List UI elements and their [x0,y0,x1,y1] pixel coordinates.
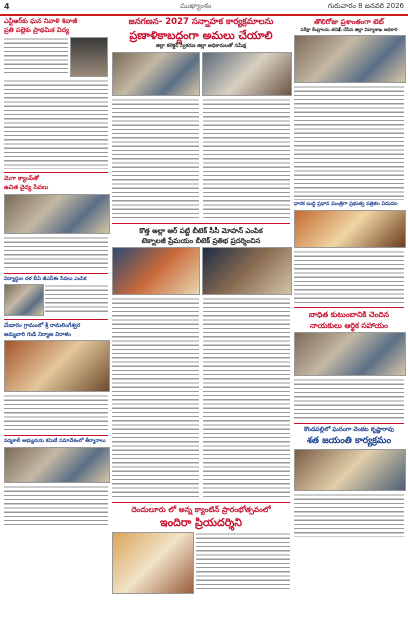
article-text [203,98,290,218]
census-meeting-photo [112,52,200,96]
left-column [4,16,108,527]
article-text [112,297,199,497]
committee-photo [4,447,110,483]
portrait-photo [70,37,108,77]
article-text [203,297,290,497]
headline: దెందులూరు లో అన్న క్యాంటిన్ ప్రారంభోత్సవంలో [131,505,271,515]
article-text [294,85,404,197]
headline: శత జయంతి కార్యక్రమం [306,436,392,447]
temple-donation-photo [4,340,110,392]
center-column [112,16,290,594]
student-photo [4,284,44,316]
article-text [4,236,108,270]
medical-camp-photo [4,194,110,234]
article-text [196,532,290,592]
headline: కొత్త అల్లా ఆర్ పట్టి బీటెక్ సీసీ మోహన్ ఎంపిక [139,227,263,236]
main-headline: ప్రణాళికాబద్ధంగా అమలు చేయాలి [129,28,273,42]
canteen-opening-photo [112,532,194,594]
headline: ఎన్టీఆర్‌కు ఘన నివాళి శివాజీ [4,17,78,25]
students-photo [202,247,292,295]
headline: ప్రతి పల్లెకు ప్రాథమిక విద్య [4,26,70,35]
headline: తొలిరోజు ప్రశాంతంగా టెట్ [314,18,384,26]
technology-expo-photo [112,247,200,295]
headline: టెక్నాలజీ ప్రేమయం బీటెక్ ప్రతిభ ప్రదర్శించిన [141,237,261,246]
article-text [294,250,404,304]
page-header [0,0,408,16]
page-number: 4 [4,2,10,11]
exam-centre-photo [294,35,406,83]
headline: మేడారం గ్రామంలో శ్రీ రామలింగేశ్వర [4,323,81,330]
headline: జనగణన- 2027 సన్నాహక కార్యక్రమాలను [128,17,274,27]
headline: అమ్మవారి గుడి నిర్మాణ విరాళం [4,331,71,338]
headline: మెగా క్యాంప్‌తో [4,174,39,182]
article-text [294,493,404,537]
headline: ఉచిత వైద్య సేవలు [4,183,49,191]
article-text [4,485,108,525]
article-text [4,37,68,75]
sub-headline: పరీక్షా కేంద్రాలను తనిఖీ చేసిన జిల్లా విద్యాశాఖ అధికారి [300,28,398,34]
headline: నాయకులు ఆర్థిక సహాయం [310,320,388,330]
headline: ధారక బుద్ధి ప్రధాన మంత్రిగా ప్రభుత్వ పత్రికల విడుదల [294,201,398,208]
centenary-event-photo [294,449,406,491]
headline: పద్మశాలీ అభ్యుదయ కమిటీ సమావేశంలో తీర్మానాలు [4,438,106,445]
release-event-photo [294,210,406,248]
headline: బాధిత కుటుంబానికి చెందిన [308,310,390,320]
article-text [294,378,404,420]
headline: ఇందిరా ప్రియదర్శిని [160,515,242,529]
right-column [294,16,404,539]
sub-headline: జిల్లా కలెక్టర్ స్వీకరణ జిల్లా అధికారులతో సమీక్ష [155,43,247,50]
headline: విద్యార్థుల దళ బీఏ జీఎస్ఈ సేవలు ఎంపిక [4,275,87,282]
article-text [4,79,108,169]
officials-photo [202,52,292,96]
header-center-text: ముఖ్యాంశం [180,2,212,10]
issue-date: గురువారం 8 జనవరి 2026 [327,2,404,10]
article-text [112,98,199,218]
headline: కొండపల్లిలో ఘనంగా వెంకట కృష్ణారావు [304,426,394,434]
article-text [45,284,108,314]
financial-aid-photo [294,332,406,376]
article-text [4,394,108,432]
